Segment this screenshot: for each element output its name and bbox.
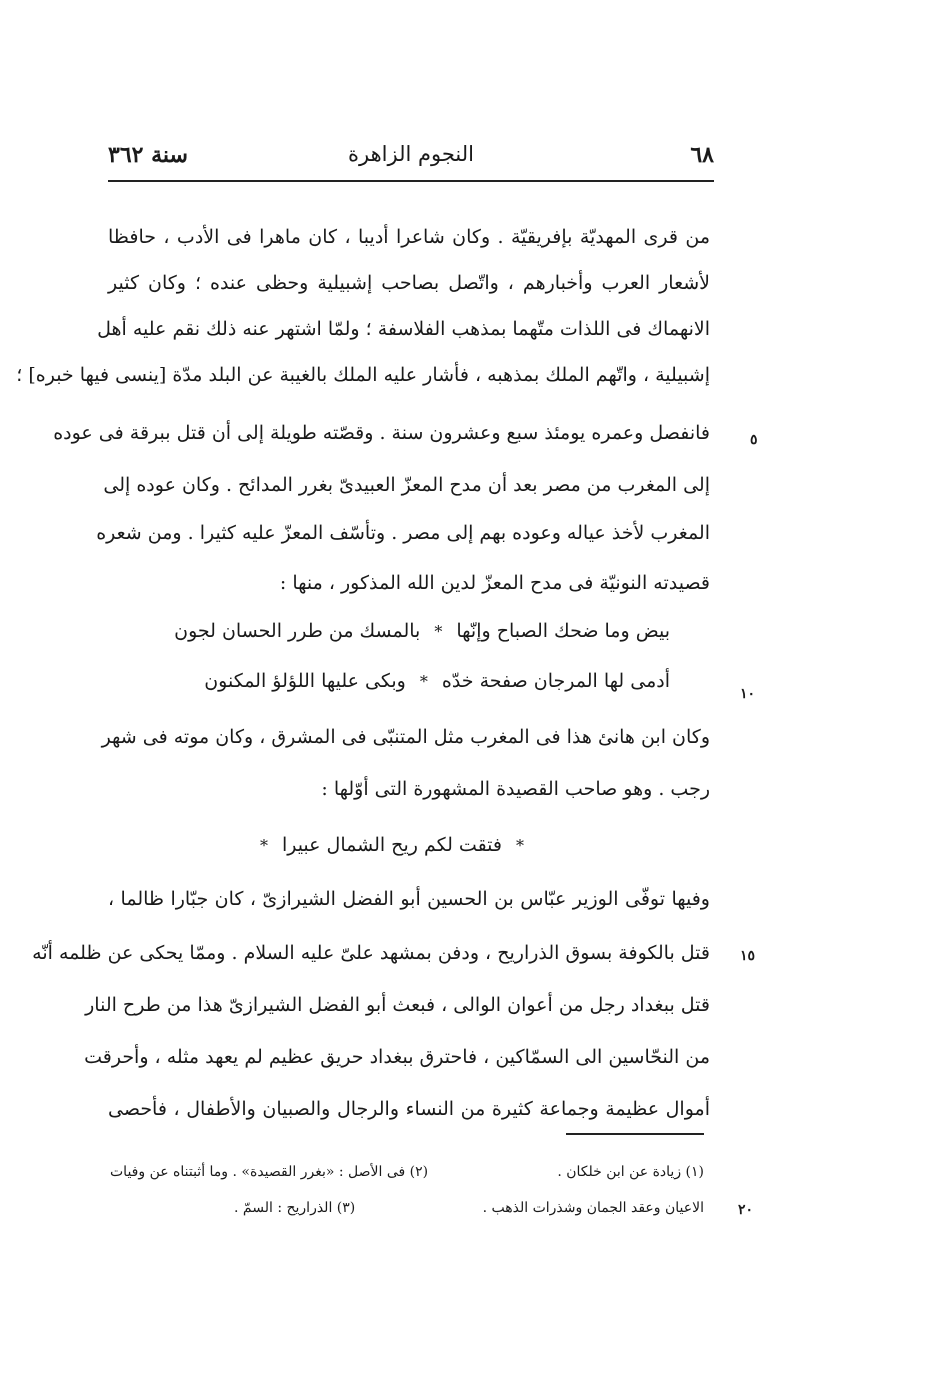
- text-line: قتل بالكوفة بسوق الذراريح ، ودفن بمشهد علىّ عليه السلام . وممّا يحكى عن ظلمه أنّه: [32, 942, 710, 964]
- verse-line: [174, 608, 670, 654]
- text-line: لأشعار العرب وأخبارهم ، واتّصل بصاحب إشبيلية وحظى عنده ؛ وكان كثير: [108, 272, 710, 294]
- footnote-2: (٢) فى الأصل : «بغرر القصيدة» . وما أثبتناه عن وفيات: [110, 1164, 429, 1180]
- line-number-10: ١٠: [740, 686, 756, 702]
- verse-hemistich: فتقت لكم ريح الشمال عبيرا: [281, 834, 502, 856]
- footnote-1: (١) زيادة عن ابن خلكان .: [557, 1164, 704, 1180]
- text-line: وفيها توفّى الوزير عبّاس بن الحسين أبو الفضل الشيرازىّ ، كان جبّارا ظالما ،: [108, 888, 710, 910]
- verse-line: [204, 658, 670, 704]
- text-line: المغرب لأخذ عياله وعوده بهم إلى مصر . وتأسّف المعزّ عليه كثيرا . ومن شعره: [96, 522, 710, 544]
- verse-second-hemistich: بالمسك من طرر الحسان لجون: [174, 620, 421, 642]
- verse-second-hemistich: وبكى عليها اللؤلؤ المكنون: [204, 670, 406, 692]
- text-line: قتل ببغداد رجل من أعوان الوالى ، فبعث أبو الفضل الشيرازىّ هذا من طرح النار: [85, 994, 710, 1016]
- header-rule: [108, 180, 714, 182]
- line-number-15: ١٥: [740, 948, 756, 964]
- verse-separator: *: [419, 672, 428, 691]
- page-header: [108, 138, 714, 178]
- text-line: إلى المغرب من مصر بعد أن مدح المعزّ العبيدىّ بغرر المدائح . وكان عوده إلى: [103, 474, 710, 496]
- text-line: إشبيلية ، واتّهم الملك بمذهبه ، فأشار عليه الملك بالغيبة عن البلد مدّة [ينسى فيها خبره] ؛: [16, 364, 710, 386]
- line-number-20: ٢٠: [738, 1202, 754, 1218]
- verse-first-hemistich: أدمى لها المرجان صفحة خدّه: [441, 670, 670, 692]
- verse-star: *: [516, 836, 524, 855]
- text-line: فانفصل وعمره يومئذ سبع وعشرون سنة . وقصّته طويلة إلى أن قتل ببرقة فى عوده: [53, 422, 710, 444]
- verse-first-hemistich: بيض وما ضحك الصباح وإنّها: [456, 620, 670, 642]
- text-line: أموال عظيمة وجماعة كثيرة من النساء والرجال والصبيان والأطفال ، فأحصى: [108, 1098, 710, 1120]
- footnote-2-continued: الاعيان وعقد الجمان وشذرات الذهب .: [482, 1200, 704, 1216]
- verse-single-line: [246, 822, 538, 868]
- footnote-rule: [566, 1133, 704, 1135]
- text-line: قصيدته النونيّة فى مدح المعزّ لدين الله المذكور ، منها :: [279, 572, 710, 594]
- text-line: من النحّاسين الى السمّاكين ، فاحترق ببغداد حريق عظيم لم يعهد مثله ، وأحرقت: [84, 1046, 710, 1068]
- text-line: من قرى المهديّة بإفريقيّة . وكان شاعرا أديبا ، كان ماهرا فى الأدب ، حافظا: [108, 226, 710, 248]
- text-line: الانهماك فى اللذات متّهما بمذهب الفلاسفة ؛ ولمّا اشتهر عنه ذلك نقم عليه أهل: [97, 318, 710, 340]
- line-number-5: ٥: [750, 432, 758, 448]
- text-line: وكان ابن هانئ هذا فى المغرب مثل المتنبّى فى المشرق ، وكان موته فى شهر: [101, 726, 710, 748]
- year-label: سنة ٣٦٢: [108, 142, 188, 168]
- verse-star: *: [259, 836, 268, 855]
- text-line: رجب . وهو صاحب القصيدة المشهورة التى أوّلها :: [321, 778, 710, 800]
- verse-separator: *: [434, 622, 443, 641]
- footnote-3: (٣) الذراريح : السمّ .: [234, 1200, 356, 1216]
- page-number: ٦٨: [690, 142, 714, 168]
- running-title: النجوم الزاهرة: [348, 142, 474, 166]
